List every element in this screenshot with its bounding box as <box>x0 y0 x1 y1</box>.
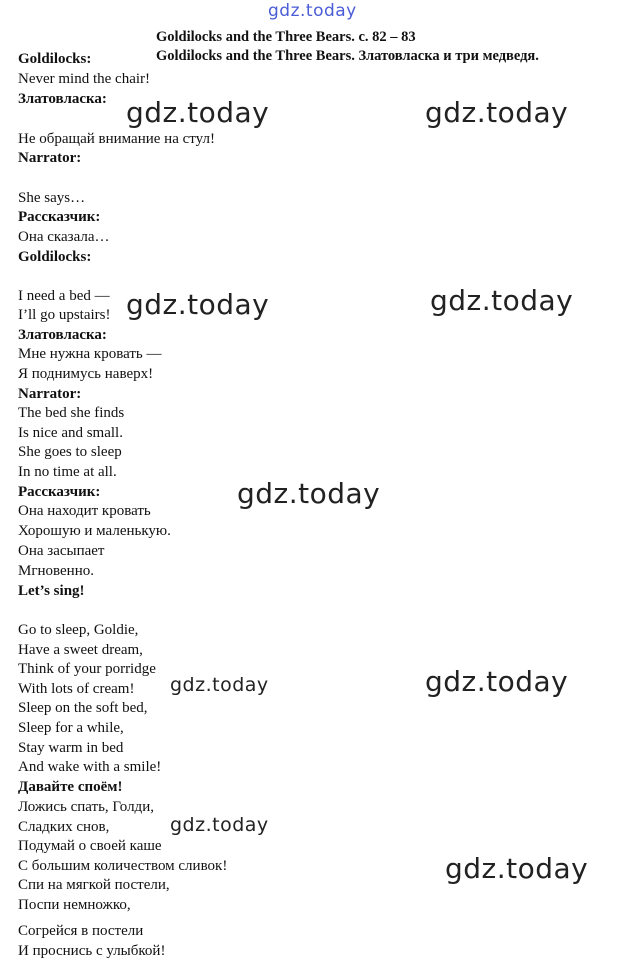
watermark: gdz.today <box>126 288 270 321</box>
text-line: In no time at all. <box>18 464 117 480</box>
text-line: Спи на мягкой постели, <box>18 877 170 893</box>
watermark: gdz.today <box>425 665 569 698</box>
text-line: She goes to sleep <box>18 444 122 460</box>
text-line: С большим количеством сливок! <box>18 858 228 874</box>
speaker-label: Narrator: <box>18 150 82 166</box>
text-line: Не обращай внимание на стул! <box>18 131 215 147</box>
text-line: Sleep on the soft bed, <box>18 700 148 716</box>
text-line: Is nice and small. <box>18 425 123 441</box>
watermark: gdz.today <box>237 477 381 510</box>
speaker-label: Рассказчик: <box>18 209 101 225</box>
text-line: Сладких снов, <box>18 819 110 835</box>
document-subtitle: Goldilocks and the Three Bears. Златовласка и три медведя. <box>156 48 539 64</box>
text-line: The bed she finds <box>18 405 125 421</box>
text-line: Ложись спать, Голди, <box>18 799 154 815</box>
text-line: Stay warm in bed <box>18 740 124 756</box>
text-line: Мгновенно. <box>18 563 94 579</box>
text-line: Have a sweet dream, <box>18 642 143 658</box>
speaker-label: Narrator: <box>18 386 82 402</box>
text-line: Я поднимусь наверх! <box>18 366 154 382</box>
text-line: Sleep for a while, <box>18 720 124 736</box>
watermark: gdz.today <box>430 284 574 317</box>
text-line: И проснись с улыбкой! <box>18 943 166 959</box>
text-line: Она засыпает <box>18 543 105 559</box>
text-line: Подумай о своей каше <box>18 838 162 854</box>
watermark: gdz.today <box>170 814 269 836</box>
text-line: Согрейся в постели <box>18 923 144 939</box>
text-line: With lots of cream! <box>18 681 135 697</box>
speaker-label: Let’s sing! <box>18 583 85 599</box>
watermark: gdz.today <box>425 96 569 129</box>
speaker-label: Златовласка: <box>18 91 107 107</box>
watermark: gdz.today <box>445 852 589 885</box>
text-line: I need a bed — <box>18 288 110 304</box>
document-title: Goldilocks and the Three Bears. с. 82 – 83 <box>156 29 416 45</box>
watermark: gdz.today <box>126 96 270 129</box>
watermark-top: gdz.today <box>268 1 357 21</box>
speaker-label: Златовласка: <box>18 327 107 343</box>
text-line: Она сказала… <box>18 229 110 245</box>
text-line: And wake with a smile! <box>18 759 162 775</box>
text-line: Never mind the chair! <box>18 71 151 87</box>
text-line: Она находит кровать <box>18 503 151 519</box>
speaker-label: Goldilocks: <box>18 249 92 265</box>
text-line: Хорошую и маленькую. <box>18 523 171 539</box>
text-line: Поспи немножко, <box>18 897 131 913</box>
text-line: She says… <box>18 190 86 206</box>
text-line: Мне нужна кровать — <box>18 346 162 362</box>
speaker-label: Goldilocks: <box>18 51 92 67</box>
text-line: I’ll go upstairs! <box>18 307 111 323</box>
text-line: Go to sleep, Goldie, <box>18 622 139 638</box>
watermark: gdz.today <box>170 674 269 696</box>
text-line: Think of your porridge <box>18 661 156 677</box>
speaker-label: Давайте споём! <box>18 779 123 795</box>
speaker-label: Рассказчик: <box>18 484 101 500</box>
